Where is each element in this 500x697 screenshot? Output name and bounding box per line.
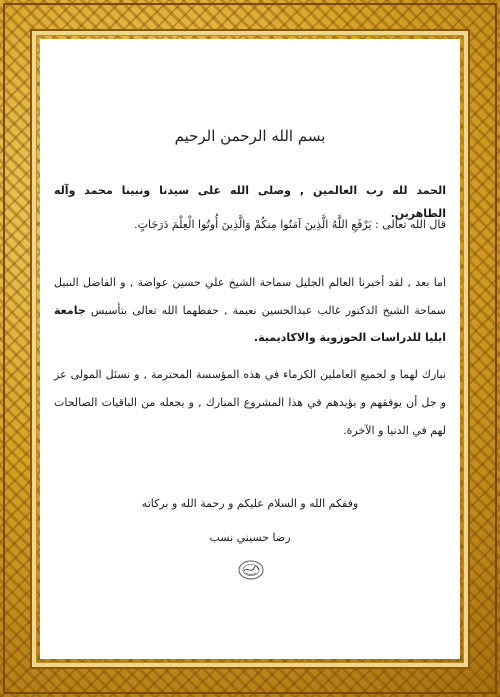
announcement-paragraph [54, 269, 446, 352]
university-name: جامعة ايليا للدراسات الحوزوية والاكاديمية. [54, 303, 446, 344]
quran-verse-line [54, 213, 446, 236]
basmala-calligraphy: بسم الله الرحمن الرحيم [174, 127, 326, 145]
verse-intro: قال الله تعالى : [371, 218, 446, 231]
signer-name: رضا حسيني نسب [209, 531, 291, 544]
announcement-text: اما بعد , لقد أخبرنا العالم الجليل سماحة الشيخ علي حسين عواضة , و الفاضل النبيل سماحة الشيخ الدكتور غالب عبدالحسين نعيمة , حفظهما الله تعالى بتأسيس [54, 276, 446, 317]
blessing-paragraph: نبارك لهما و لجميع العاملين الكرماء في هذه المؤسسة المحترمة , و نسئل المولى عز و جل أن يوفقهم و يؤيدهم في هذا المشروع المبارك , و يجعله من الباقيات الصالحات لهم في الدنيا و الآخرة. [54, 368, 446, 437]
quran-verse: يَرْفَعِ اللَّهُ الَّذِينَ آمَنُوا مِنكُمْ وَالَّذِينَ أُوتُوا الْعِلْمَ دَرَجَاتٍ. [134, 218, 372, 231]
opening-praise: الحمد لله رب العالمين , وصلى الله على سيدنا ونبينا محمد وآله الطاهرين. [54, 184, 446, 220]
signature-seal-icon [237, 559, 265, 581]
letter-paper [40, 39, 460, 659]
letter-content [40, 39, 460, 659]
closing-greeting: وفقكم الله و السلام عليكم و رحمة الله و بركاته [141, 497, 359, 510]
